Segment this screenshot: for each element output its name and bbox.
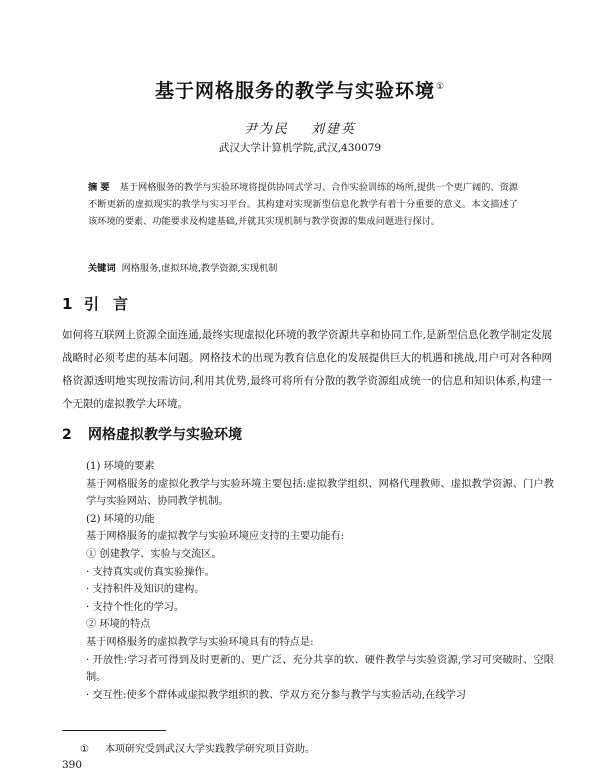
paragraph-functions: 基于网格服务的虚拟教学与实验环境应支持的主要功能有: bbox=[86, 531, 345, 543]
subheading-features: ② 环境的特点 bbox=[86, 619, 151, 631]
footnote-mark: ① bbox=[80, 744, 89, 755]
paper-title bbox=[0, 76, 600, 103]
list-item: · 交互性:使多个群体或虚拟教学组织的教、学双方充分参与教学与实验活动,在线学习 bbox=[86, 689, 466, 701]
list-item: · 支持个性化的学习。 bbox=[86, 601, 185, 613]
affiliation: 武汉大学计算机学院,武汉,430079 bbox=[218, 142, 382, 154]
keywords-text: 网格服务,虚拟环境,教学资源,实现机制 bbox=[121, 263, 278, 274]
footnote-rule bbox=[62, 730, 166, 731]
paragraph-features: 基于网格服务的虚拟教学与实验环境具有的特点是: bbox=[86, 636, 314, 648]
section-2-title: 网格虚拟教学与实验环境 bbox=[88, 427, 242, 443]
section-2-heading bbox=[62, 424, 242, 444]
paragraph-elements: 基于网格服务的虚拟化教学与实验环境主要包括:虚拟教学组织、网格代理教师、虚拟教学资源、门户教学与实验网站、协同教学机制。 bbox=[86, 478, 554, 508]
subheading-elements: (1) 环境的要素 bbox=[86, 461, 155, 472]
footnote bbox=[80, 740, 315, 755]
abstract-label: 摘 要 bbox=[88, 182, 110, 193]
list-item: ① 创建教学、实验与交流区。 bbox=[86, 548, 222, 560]
paper-title-text: 基于网格服务的教学与实验环境 bbox=[154, 80, 435, 102]
author-list: 尹为民 刘建英 bbox=[243, 122, 357, 137]
footnote-text: 本项研究受到武汉大学实践教学研究项目资助。 bbox=[104, 744, 315, 755]
keywords bbox=[88, 262, 528, 276]
abstract-text: 基于网格服务的教学与实验环境将提供协同式学习、合作实验训练的场所,提供一个更广阔的、资源不断更新的虚拟现实的教学与实习平台。其构建对实现新型信息化教学有着十分重要的意义。本文描述了该环境的要素、功能要求及构建基础,并就其实现机制与教学资源的集成问题进行探讨。 bbox=[88, 182, 518, 227]
section-1-paragraph: 如何将互联网上资源全面连通,最终实现虚拟化环境的教学资源共享和协同工作,是新型信息化教学制定发展战略时必须考虑的基本问题。网格技术的出现为教育信息化的发展提供巨大的机遇和挑战,用户可对各种网格资源透明地实现按需访问,利用其优势,最终可将所有分散的教学资源组成统一的信息和知识体系,构建一个无限的虚拟教学大环境。 bbox=[62, 329, 552, 410]
section-1-number: 1 bbox=[62, 295, 73, 313]
section-1-title: 引言 bbox=[84, 295, 143, 313]
section-1-heading bbox=[62, 293, 142, 314]
list-item: · 开放性:学习者可得到及时更新的、更广泛、充分共享的软、硬件教学与实验资源,学习可突破时、空限制。 bbox=[86, 654, 554, 684]
abstract bbox=[88, 179, 518, 230]
subheading-functions: (2) 环境的功能 bbox=[86, 513, 155, 525]
section-2-body bbox=[62, 458, 554, 704]
title-footnote-mark: ① bbox=[435, 82, 446, 92]
section-2-number: 2 bbox=[62, 427, 72, 443]
page-number: 390 bbox=[62, 759, 83, 771]
list-item: · 支持积件及知识的建构。 bbox=[86, 584, 205, 596]
list-item: · 支持真实或仿真实验操作。 bbox=[86, 566, 215, 578]
keywords-label: 关键词 bbox=[88, 263, 116, 274]
